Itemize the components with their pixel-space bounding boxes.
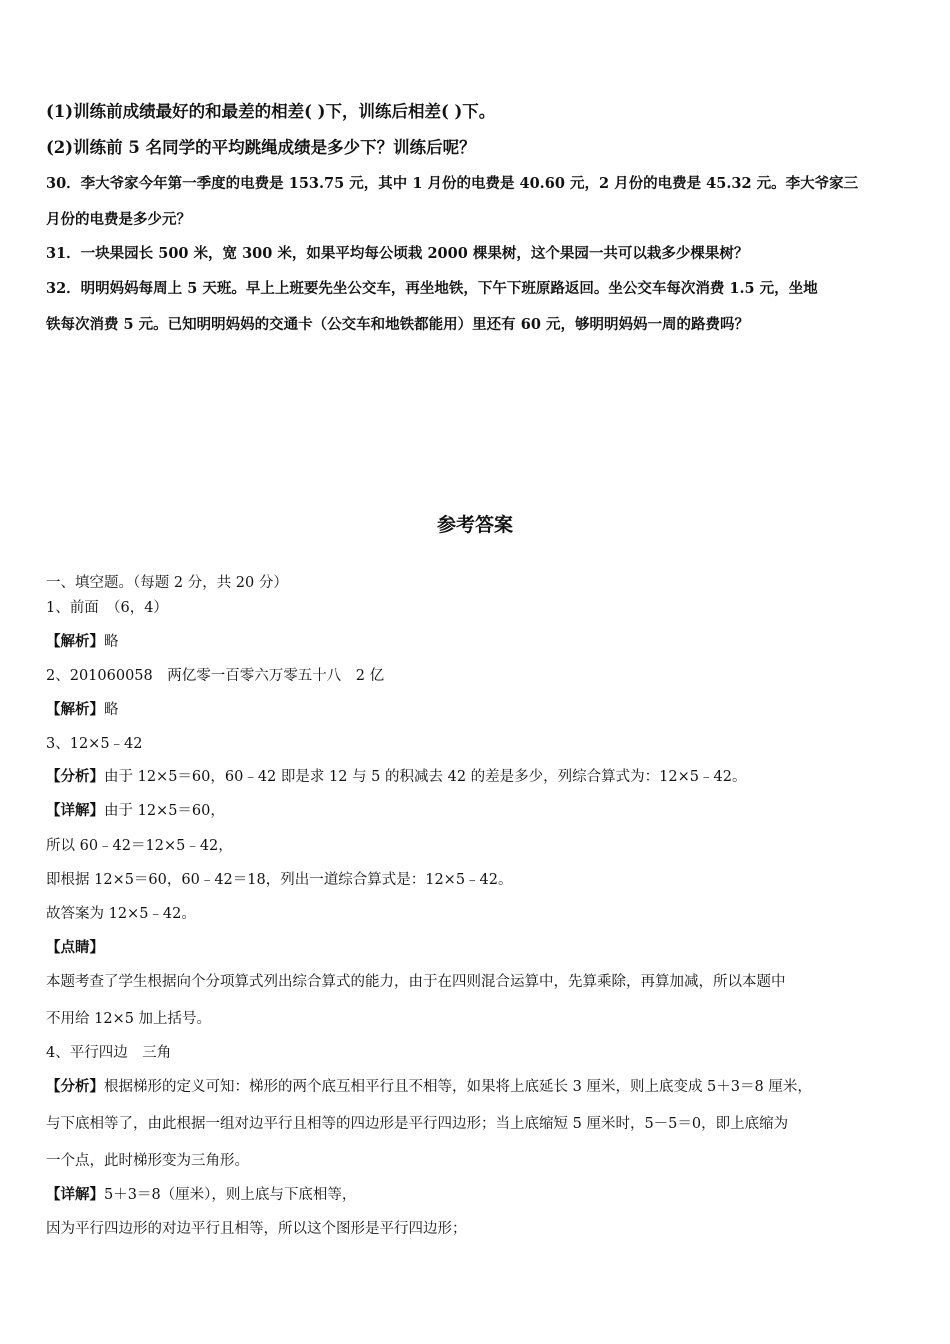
answer-4-fenxi-line-3: 一个点，此时梯形变为三角形。 (46, 1153, 249, 1169)
analysis-tag: 【解析】 (46, 633, 104, 650)
answer-3-fenxi (46, 767, 746, 787)
answer-4-fenxi-line-1 (46, 1077, 812, 1097)
question-31: 31．一块果园长 500 米，宽 300 米，如果平均每公顷栽 2000 棵果树，这个果园一共可以栽多少棵果树？ (46, 245, 749, 262)
answer-3-line-3: 故答案为 12×5﹣42。 (46, 906, 196, 922)
question-32-line-2: 铁每次消费 5 元。已知明明妈妈的交通卡（公交车和地铁都能用）里还有 60 元，够明明妈妈一周的路费吗？ (46, 316, 749, 333)
answer-1: 1、前面 （6，4） (46, 600, 168, 616)
answer-3-line-2: 即根据 12×5＝60，60﹣42＝18，列出一道综合算式是：12×5﹣42。 (46, 872, 513, 888)
answer-3-line-1: 所以 60﹣42＝12×5﹣42， (46, 838, 233, 854)
answer-2-analysis (46, 700, 119, 720)
answer-3-dianjing-line-2: 不用给 12×5 加上括号。 (46, 1011, 212, 1027)
section-1-heading: 一、填空题。（每题 2 分，共 20 分） (46, 575, 288, 591)
answer-4-xiangjie (46, 1185, 356, 1205)
analysis-text: 略 (104, 702, 119, 718)
fenxi-tag: 【分析】 (46, 1078, 104, 1095)
question-32-line-1: 32．明明妈妈每周上 5 天班。早上上班要先坐公交车，再坐地铁，下午下班原路返回。坐公交车每次消费 1.5 元，坐地 (46, 280, 818, 297)
answer-3-dianjing-line-1: 本题考查了学生根据向个分项算式列出综合算式的能力，由于在四则混合运算中，先算乘除，再算加减，所以本题中 (46, 974, 786, 990)
xiangjie-tag: 【详解】 (46, 802, 104, 819)
question-30-line-1: 30．李大爷家今年第一季度的电费是 153.75 元，其中 1 月份的电费是 40.60 元，2 月份的电费是 45.32 元。李大爷家三 (46, 175, 859, 192)
xiangjie-text: 5＋3＝8（厘米），则上底与下底相等， (104, 1187, 357, 1203)
analysis-text: 略 (104, 634, 119, 650)
fenxi-text: 由于 12×5＝60，60﹣42 即是求 12 与 5 的积减去 42 的差是多少，列综合算式为：12×5﹣42。 (104, 769, 747, 785)
answer-3: 3、12×5﹣42 (46, 736, 143, 752)
answer-4-fenxi-line-2: 与下底相等了，由此根据一组对边平行且相等的四边形是平行四边形；当上底缩短 5 厘米时，5－5＝0，即上底缩为 (46, 1116, 789, 1132)
question-29-part-1: (1)训练前成绩最好的和最差的相差( )下，训练后相差( )下。 (46, 102, 496, 121)
fenxi-tag: 【分析】 (46, 768, 104, 785)
answer-1-analysis (46, 632, 119, 652)
xiangjie-text: 由于 12×5＝60， (104, 803, 225, 819)
answer-4: 4、平行四边 三角 (46, 1045, 172, 1061)
fenxi-text: 根据梯形的定义可知：梯形的两个底互相平行且不相等，如果将上底延长 3 厘米，则上底变成 5＋3＝8 厘米， (104, 1079, 812, 1095)
question-29-part-2: (2)训练前 5 名同学的平均跳绳成绩是多少下？训练后呢？ (46, 138, 476, 157)
answer-3-dianjing-tag: 【点睛】 (46, 939, 104, 956)
xiangjie-tag: 【详解】 (46, 1186, 104, 1203)
question-30-line-2: 月份的电费是多少元？ (46, 211, 191, 228)
answer-4-line-1: 因为平行四边形的对边平行且相等，所以这个图形是平行四边形； (46, 1221, 467, 1237)
analysis-tag: 【解析】 (46, 701, 104, 718)
answers-title: 参考答案 (436, 514, 513, 536)
answer-2: 2、201060058 两亿零一百零六万零五十八 2 亿 (46, 668, 385, 684)
answer-3-xiangjie (46, 801, 225, 821)
